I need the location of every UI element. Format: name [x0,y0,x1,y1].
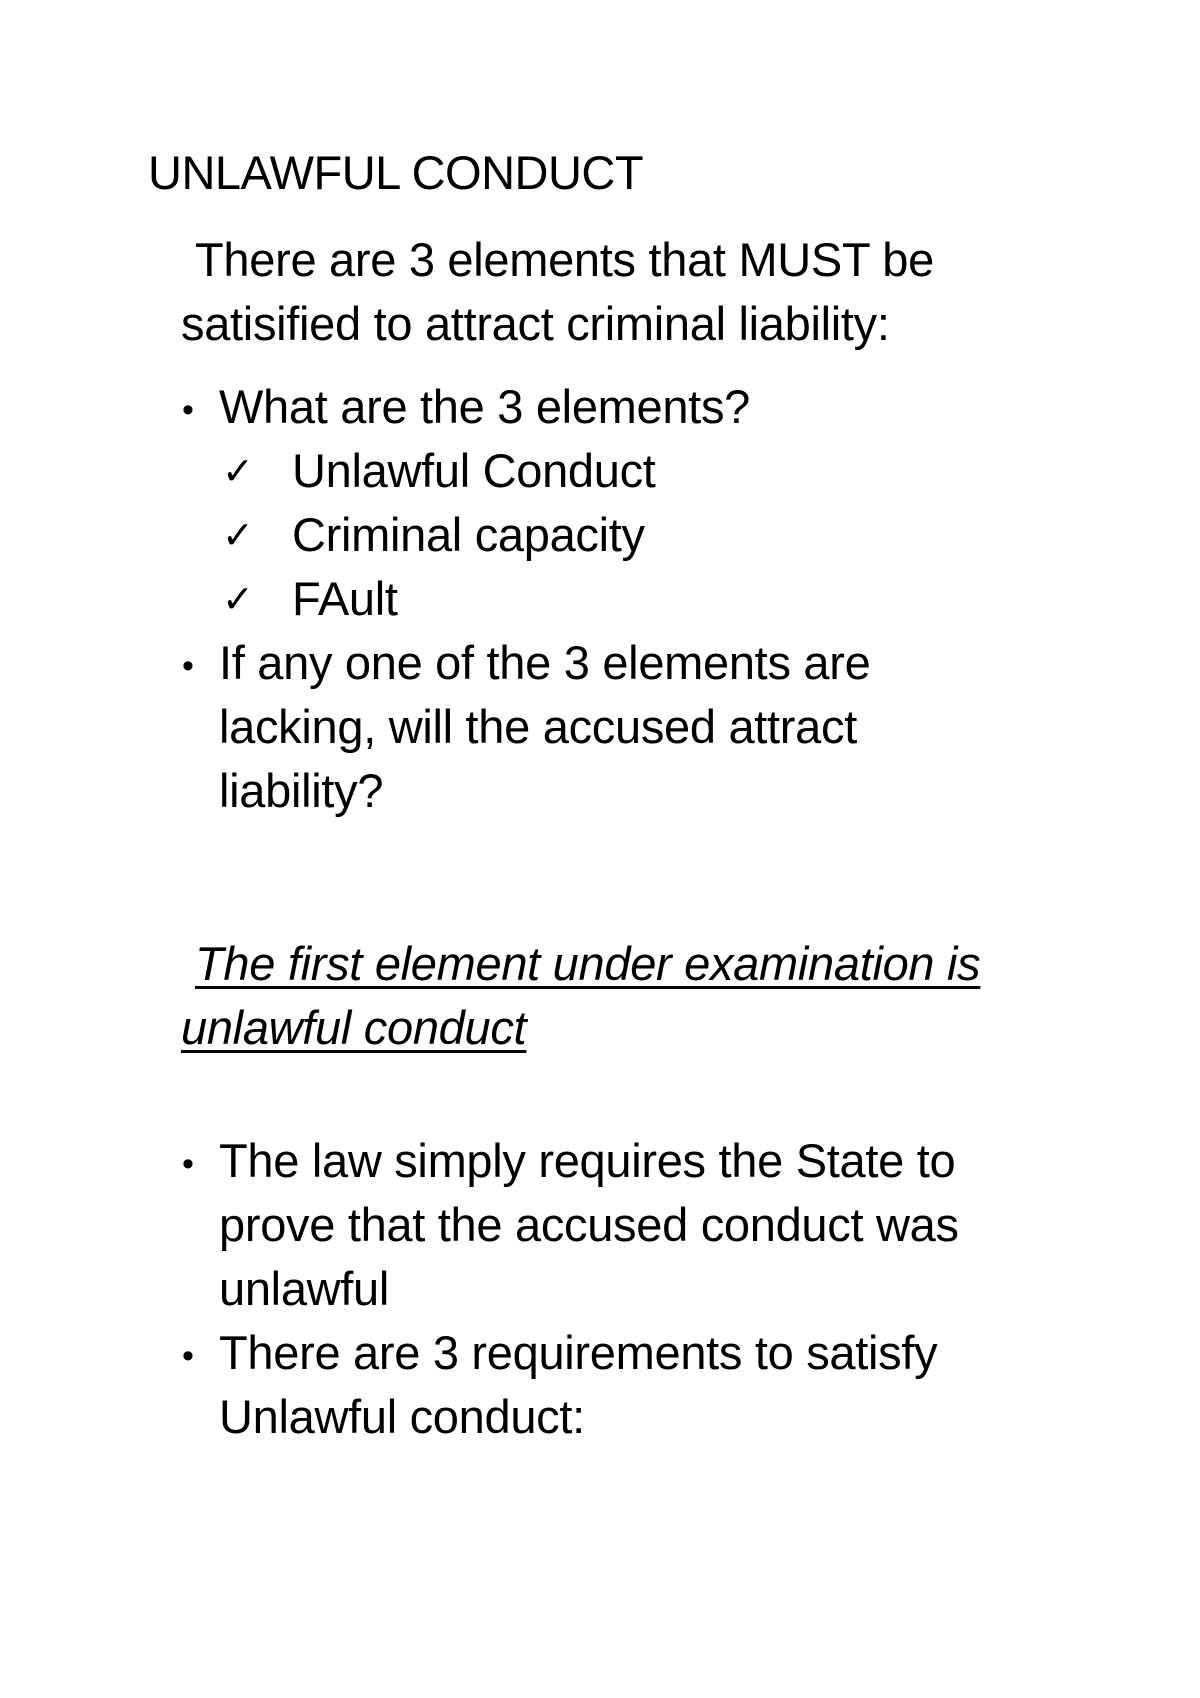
bullet-icon: • [182,391,194,429]
bullet-icon: • [182,647,194,685]
intro-line-1: There are 3 elements that MUST be [195,233,934,286]
intro-line-2: satisified to attract criminal liability: [181,297,890,350]
bullet-icon: • [182,1337,194,1375]
check-item-2: Criminal capacity [292,508,645,561]
page-title: UNLAWFUL CONDUCT [148,146,644,199]
checkmark-icon: ✓ [222,449,254,493]
subheading-line-1: The first element under examination is [195,937,981,990]
bullet-4-line-1: There are 3 requirements to satisfy [219,1326,938,1379]
bullet-2-line-3: liability? [219,764,384,817]
bullet-3-line-3: unlawful [219,1262,390,1315]
checkmark-icon: ✓ [222,513,254,557]
checkmark-icon: ✓ [222,577,254,621]
bullet-1-line-1: What are the 3 elements? [219,380,750,433]
check-item-3: FAult [292,572,398,625]
bullet-2-line-2: lacking, will the accused attract [219,700,857,753]
check-item-1: Unlawful Conduct [292,444,656,497]
subheading-line-2: unlawful conduct [181,1001,527,1054]
bullet-3-line-1: The law simply requires the State to [219,1134,956,1187]
bullet-icon: • [182,1145,194,1183]
bullet-3-line-2: prove that the accused conduct was [219,1198,959,1251]
bullet-2-line-1: If any one of the 3 elements are [219,636,871,689]
bullet-4-line-2: Unlawful conduct: [219,1390,585,1443]
